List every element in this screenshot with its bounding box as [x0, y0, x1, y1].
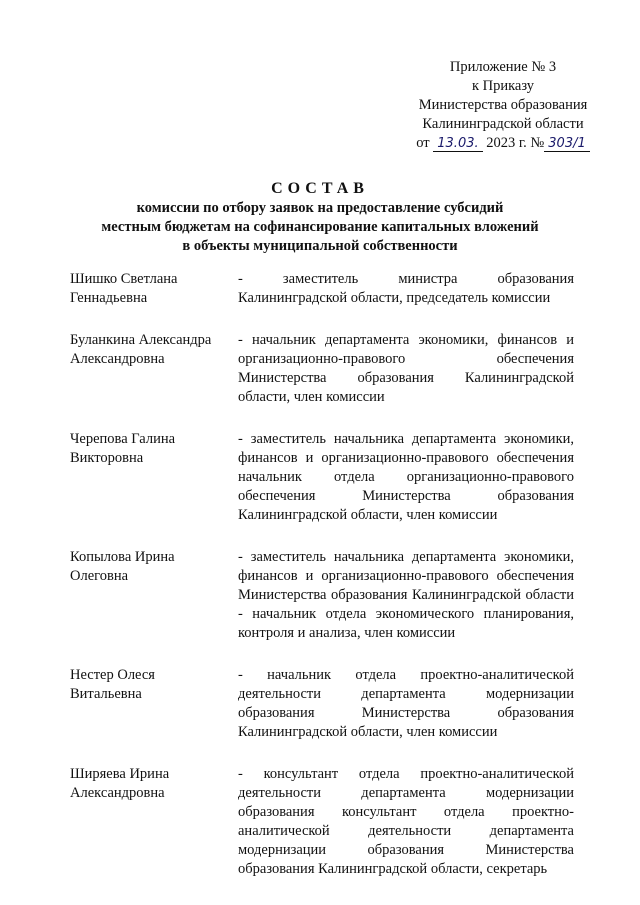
handwritten-date: 13.03.	[433, 137, 482, 152]
member-row	[70, 666, 574, 742]
handwritten-number: 303/1	[544, 137, 589, 152]
member-name	[70, 765, 238, 879]
member-row	[70, 765, 574, 879]
member-name	[70, 548, 238, 643]
member-row	[70, 331, 574, 407]
member-patronymic: Викторовна	[70, 450, 144, 466]
appendix-ministry: Министерства образования	[418, 97, 588, 113]
member-name	[70, 270, 238, 308]
member-row	[70, 270, 574, 308]
title-line-1: комиссии по отбору заявок на предоставление субсидий	[136, 200, 504, 216]
appendix-number: Приложение № 3	[449, 59, 557, 75]
member-role: - начальник отдела проектно-аналитической деятельности департамента модернизации образования Министерства образования Калининградской области, член комиссии	[238, 667, 574, 740]
member-surname-name: Шишко Светлана	[70, 271, 178, 287]
title-main: СОСТАВ	[271, 180, 369, 197]
member-role: - начальник департамента экономики, финансов и организационно-правового обеспечения Министерства образования Калининградской области, член комиссии	[238, 332, 574, 405]
member-role: - заместитель министра образования Калининградской области, председатель комиссии	[238, 271, 574, 306]
member-patronymic: Александровна	[70, 785, 165, 801]
member-surname-name: Нестер Олеся	[70, 667, 155, 683]
member-name	[70, 331, 238, 407]
title-line-3: в объекты муниципальной собственности	[182, 238, 458, 254]
member-role: - заместитель начальника департамента экономики, финансов и организационно-правового обеспечения начальник отдела организационно-правового обеспечения Министерства образования Калининградской области, член комиссии	[238, 431, 574, 523]
member-surname-name: Буланкина Александра	[70, 332, 212, 348]
member-role: - заместитель начальника департамента экономики, финансов и организационно-правового обеспечения Министерства образования Калининградской области - начальник отдела экономического планирования, контроля и анализа, член комиссии	[238, 549, 574, 641]
member-patronymic: Александровна	[70, 351, 165, 367]
member-row	[70, 430, 574, 525]
year-text: 2023 г. №	[486, 135, 545, 151]
member-surname-name: Ширяева Ирина	[70, 766, 170, 782]
member-surname-name: Копылова Ирина	[70, 549, 175, 565]
document-title	[70, 179, 570, 256]
appendix-order-ref: к Приказу	[471, 78, 535, 94]
appendix-header	[398, 58, 608, 153]
member-patronymic: Геннадьевна	[70, 290, 148, 306]
member-patronymic: Витальевна	[70, 686, 142, 702]
appendix-date-line	[398, 134, 608, 153]
title-line-2: местным бюджетам на софинансирование капитальных вложений	[101, 219, 539, 235]
member-name	[70, 430, 238, 525]
appendix-region: Калининградской области	[422, 116, 584, 132]
member-name	[70, 666, 238, 742]
member-role: - консультант отдела проектно-аналитической деятельности департамента модернизации образования консультант отдела проектно-аналитической деятельности департамента модернизации образования Министерства образования Калининградской области, секретарь	[238, 766, 574, 877]
member-row	[70, 548, 574, 643]
members-list	[70, 270, 574, 902]
member-patronymic: Олеговна	[70, 568, 129, 584]
date-prefix: от	[416, 135, 430, 151]
member-surname-name: Черепова Галина	[70, 431, 176, 447]
